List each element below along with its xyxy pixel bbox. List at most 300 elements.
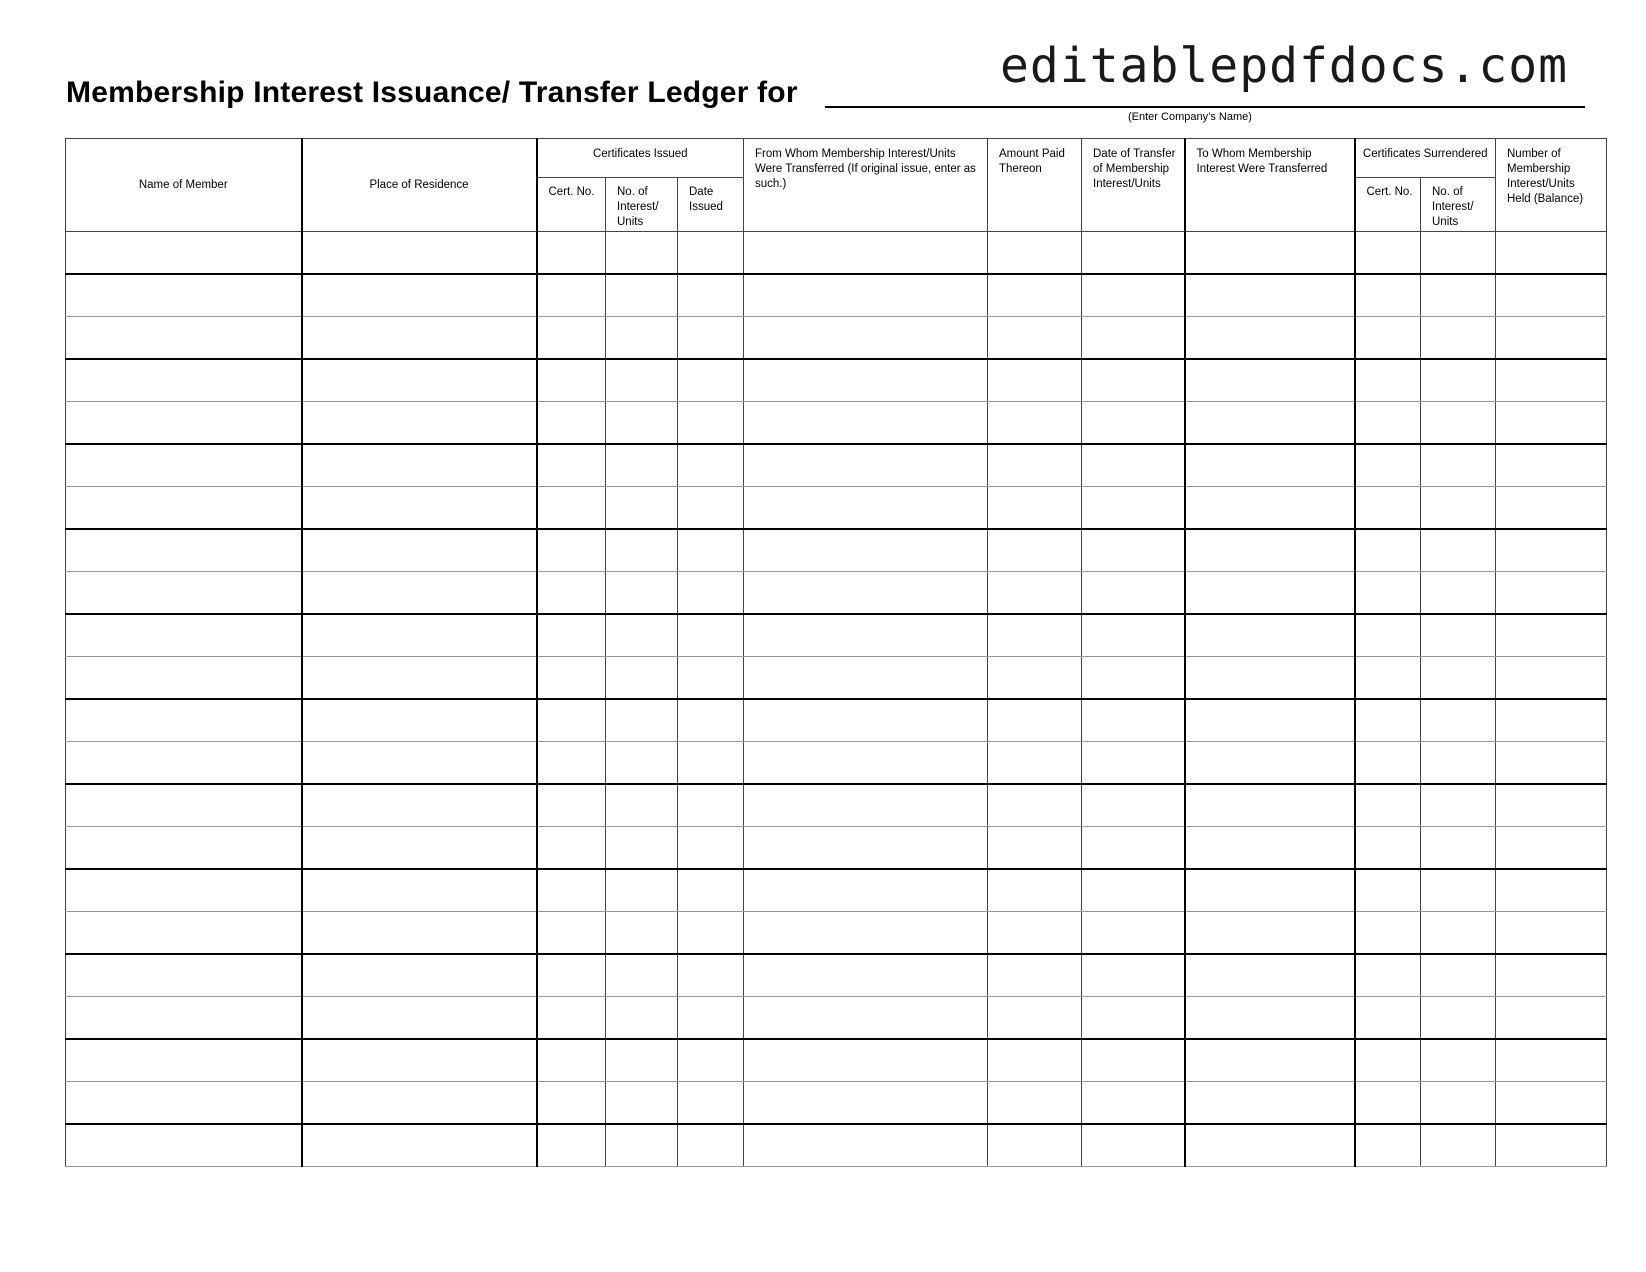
name-of-member-cell[interactable] xyxy=(66,487,302,530)
surrendered-cert-no-cell[interactable] xyxy=(1355,827,1421,870)
surrendered-no-of-interest-units-cell[interactable] xyxy=(1421,954,1496,997)
surrendered-no-of-interest-units-cell[interactable] xyxy=(1421,572,1496,615)
date-of-transfer-cell[interactable] xyxy=(1082,487,1185,530)
header-name-of-member: Name of Member xyxy=(66,139,302,232)
name-of-member-cell[interactable] xyxy=(66,614,302,657)
date-issued-cell[interactable] xyxy=(678,997,744,1040)
amount-paid-cell[interactable] xyxy=(988,274,1082,317)
name-of-member-cell[interactable] xyxy=(66,359,302,402)
surrendered-cert-no-cell[interactable] xyxy=(1355,274,1421,317)
cert-no-cell[interactable] xyxy=(537,742,606,785)
from-whom-cell[interactable] xyxy=(744,232,988,275)
from-whom-cell[interactable] xyxy=(744,699,988,742)
date-issued-cell[interactable] xyxy=(678,657,744,700)
table-row xyxy=(66,317,1607,360)
date-issued-cell[interactable] xyxy=(678,784,744,827)
date-issued-cell[interactable] xyxy=(678,274,744,317)
from-whom-cell[interactable] xyxy=(744,954,988,997)
date-issued-cell[interactable] xyxy=(678,1039,744,1082)
table-row xyxy=(66,784,1607,827)
no-of-interest-units-cell[interactable] xyxy=(606,1039,678,1082)
surrendered-no-of-interest-units-cell[interactable] xyxy=(1421,912,1496,955)
table-row xyxy=(66,912,1607,955)
date-of-transfer-cell[interactable] xyxy=(1082,742,1185,785)
to-whom-cell[interactable] xyxy=(1185,572,1355,615)
no-of-interest-units-cell[interactable] xyxy=(606,827,678,870)
to-whom-cell[interactable] xyxy=(1185,869,1355,912)
to-whom-cell[interactable] xyxy=(1185,1039,1355,1082)
surrendered-cert-no-cell[interactable] xyxy=(1355,1082,1421,1125)
surrendered-no-of-interest-units-cell[interactable] xyxy=(1421,232,1496,275)
date-of-transfer-cell[interactable] xyxy=(1082,444,1185,487)
date-issued-cell[interactable] xyxy=(678,402,744,445)
no-of-interest-units-cell[interactable] xyxy=(606,614,678,657)
balance-cell[interactable] xyxy=(1496,317,1607,360)
to-whom-cell[interactable] xyxy=(1185,954,1355,997)
place-of-residence-cell[interactable] xyxy=(302,827,537,870)
surrendered-cert-no-cell[interactable] xyxy=(1355,784,1421,827)
place-of-residence-cell[interactable] xyxy=(302,572,537,615)
to-whom-cell[interactable] xyxy=(1185,274,1355,317)
no-of-interest-units-cell[interactable] xyxy=(606,402,678,445)
amount-paid-cell[interactable] xyxy=(988,232,1082,275)
no-of-interest-units-cell[interactable] xyxy=(606,657,678,700)
date-of-transfer-cell[interactable] xyxy=(1082,954,1185,997)
place-of-residence-cell[interactable] xyxy=(302,784,537,827)
no-of-interest-units-cell[interactable] xyxy=(606,317,678,360)
surrendered-cert-no-cell[interactable] xyxy=(1355,402,1421,445)
balance-cell[interactable] xyxy=(1496,359,1607,402)
name-of-member-cell[interactable] xyxy=(66,784,302,827)
from-whom-cell[interactable] xyxy=(744,912,988,955)
surrendered-no-of-interest-units-cell[interactable] xyxy=(1421,699,1496,742)
date-of-transfer-cell[interactable] xyxy=(1082,572,1185,615)
table-row xyxy=(66,487,1607,530)
no-of-interest-units-cell[interactable] xyxy=(606,742,678,785)
surrendered-no-of-interest-units-cell[interactable] xyxy=(1421,402,1496,445)
surrendered-no-of-interest-units-cell[interactable] xyxy=(1421,827,1496,870)
name-of-member-cell[interactable] xyxy=(66,657,302,700)
date-of-transfer-cell[interactable] xyxy=(1082,359,1185,402)
name-of-member-cell[interactable] xyxy=(66,869,302,912)
to-whom-cell[interactable] xyxy=(1185,997,1355,1040)
surrendered-cert-no-cell[interactable] xyxy=(1355,572,1421,615)
date-issued-cell[interactable] xyxy=(678,487,744,530)
from-whom-cell[interactable] xyxy=(744,444,988,487)
no-of-interest-units-cell[interactable] xyxy=(606,529,678,572)
date-issued-cell[interactable] xyxy=(678,1124,744,1167)
table-row xyxy=(66,657,1607,700)
name-of-member-cell[interactable] xyxy=(66,997,302,1040)
cert-no-cell[interactable] xyxy=(537,1124,606,1167)
date-issued-cell[interactable] xyxy=(678,1082,744,1125)
table-row xyxy=(66,444,1607,487)
date-issued-cell[interactable] xyxy=(678,742,744,785)
surrendered-no-of-interest-units-cell[interactable] xyxy=(1421,444,1496,487)
date-of-transfer-cell[interactable] xyxy=(1082,827,1185,870)
from-whom-cell[interactable] xyxy=(744,572,988,615)
balance-cell[interactable] xyxy=(1496,912,1607,955)
no-of-interest-units-cell[interactable] xyxy=(606,572,678,615)
balance-cell[interactable] xyxy=(1496,529,1607,572)
surrendered-cert-no-cell[interactable] xyxy=(1355,1039,1421,1082)
date-of-transfer-cell[interactable] xyxy=(1082,317,1185,360)
surrendered-no-of-interest-units-cell[interactable] xyxy=(1421,359,1496,402)
no-of-interest-units-cell[interactable] xyxy=(606,912,678,955)
no-of-interest-units-cell[interactable] xyxy=(606,997,678,1040)
surrendered-no-of-interest-units-cell[interactable] xyxy=(1421,1039,1496,1082)
balance-cell[interactable] xyxy=(1496,657,1607,700)
from-whom-cell[interactable] xyxy=(744,402,988,445)
place-of-residence-cell[interactable] xyxy=(302,232,537,275)
balance-cell[interactable] xyxy=(1496,402,1607,445)
amount-paid-cell[interactable] xyxy=(988,572,1082,615)
balance-cell[interactable] xyxy=(1496,1082,1607,1125)
cert-no-cell[interactable] xyxy=(537,784,606,827)
date-issued-cell[interactable] xyxy=(678,232,744,275)
surrendered-cert-no-cell[interactable] xyxy=(1355,1124,1421,1167)
cert-no-cell[interactable] xyxy=(537,444,606,487)
from-whom-cell[interactable] xyxy=(744,614,988,657)
date-issued-cell[interactable] xyxy=(678,359,744,402)
table-row xyxy=(66,827,1607,870)
cert-no-cell[interactable] xyxy=(537,997,606,1040)
date-of-transfer-cell[interactable] xyxy=(1082,232,1185,275)
name-of-member-cell[interactable] xyxy=(66,572,302,615)
amount-paid-cell[interactable] xyxy=(988,997,1082,1040)
amount-paid-cell[interactable] xyxy=(988,1039,1082,1082)
to-whom-cell[interactable] xyxy=(1185,1124,1355,1167)
surrendered-cert-no-cell[interactable] xyxy=(1355,359,1421,402)
balance-cell[interactable] xyxy=(1496,954,1607,997)
surrendered-cert-no-cell[interactable] xyxy=(1355,912,1421,955)
surrendered-no-of-interest-units-cell[interactable] xyxy=(1421,657,1496,700)
surrendered-no-of-interest-units-cell[interactable] xyxy=(1421,529,1496,572)
no-of-interest-units-cell[interactable] xyxy=(606,359,678,402)
header-date-issued: Date Issued xyxy=(678,178,744,232)
to-whom-cell[interactable] xyxy=(1185,232,1355,275)
balance-cell[interactable] xyxy=(1496,784,1607,827)
date-of-transfer-cell[interactable] xyxy=(1082,1039,1185,1082)
header-certificates-issued: Certificates Issued xyxy=(537,139,744,178)
surrendered-cert-no-cell[interactable] xyxy=(1355,699,1421,742)
amount-paid-cell[interactable] xyxy=(988,699,1082,742)
amount-paid-cell[interactable] xyxy=(988,529,1082,572)
place-of-residence-cell[interactable] xyxy=(302,1039,537,1082)
cert-no-cell[interactable] xyxy=(537,827,606,870)
no-of-interest-units-cell[interactable] xyxy=(606,487,678,530)
balance-cell[interactable] xyxy=(1496,274,1607,317)
cert-no-cell[interactable] xyxy=(537,402,606,445)
cert-no-cell[interactable] xyxy=(537,869,606,912)
cert-no-cell[interactable] xyxy=(537,232,606,275)
cert-no-cell[interactable] xyxy=(537,657,606,700)
header-to-whom: To Whom Membership Interest Were Transferred xyxy=(1185,139,1355,232)
cert-no-cell[interactable] xyxy=(537,572,606,615)
place-of-residence-cell[interactable] xyxy=(302,402,537,445)
date-issued-cell[interactable] xyxy=(678,827,744,870)
amount-paid-cell[interactable] xyxy=(988,912,1082,955)
name-of-member-cell[interactable] xyxy=(66,444,302,487)
date-of-transfer-cell[interactable] xyxy=(1082,657,1185,700)
surrendered-cert-no-cell[interactable] xyxy=(1355,614,1421,657)
to-whom-cell[interactable] xyxy=(1185,402,1355,445)
surrendered-no-of-interest-units-cell[interactable] xyxy=(1421,317,1496,360)
cert-no-cell[interactable] xyxy=(537,317,606,360)
surrendered-cert-no-cell[interactable] xyxy=(1355,487,1421,530)
table-row xyxy=(66,1039,1607,1082)
surrendered-cert-no-cell[interactable] xyxy=(1355,232,1421,275)
to-whom-cell[interactable] xyxy=(1185,784,1355,827)
place-of-residence-cell[interactable] xyxy=(302,487,537,530)
amount-paid-cell[interactable] xyxy=(988,1082,1082,1125)
header-date-of-transfer: Date of Transfer of Membership Interest/Units xyxy=(1082,139,1185,232)
date-of-transfer-cell[interactable] xyxy=(1082,529,1185,572)
date-of-transfer-cell[interactable] xyxy=(1082,402,1185,445)
to-whom-cell[interactable] xyxy=(1185,827,1355,870)
date-issued-cell[interactable] xyxy=(678,869,744,912)
date-issued-cell[interactable] xyxy=(678,614,744,657)
amount-paid-cell[interactable] xyxy=(988,359,1082,402)
page-title: Membership Interest Issuance/ Transfer Ledger for xyxy=(66,76,798,109)
from-whom-cell[interactable] xyxy=(744,827,988,870)
ledger-body xyxy=(66,232,1607,1167)
date-of-transfer-cell[interactable] xyxy=(1082,997,1185,1040)
balance-cell[interactable] xyxy=(1496,1039,1607,1082)
balance-cell[interactable] xyxy=(1496,444,1607,487)
amount-paid-cell[interactable] xyxy=(988,869,1082,912)
no-of-interest-units-cell[interactable] xyxy=(606,869,678,912)
table-row xyxy=(66,869,1607,912)
header-no-of-interest-units: No. of Interest/ Units xyxy=(606,178,678,232)
date-of-transfer-cell[interactable] xyxy=(1082,784,1185,827)
to-whom-cell[interactable] xyxy=(1185,487,1355,530)
amount-paid-cell[interactable] xyxy=(988,402,1082,445)
amount-paid-cell[interactable] xyxy=(988,742,1082,785)
amount-paid-cell[interactable] xyxy=(988,657,1082,700)
date-issued-cell[interactable] xyxy=(678,912,744,955)
to-whom-cell[interactable] xyxy=(1185,699,1355,742)
name-of-member-cell[interactable] xyxy=(66,317,302,360)
surrendered-no-of-interest-units-cell[interactable] xyxy=(1421,869,1496,912)
company-name-field[interactable] xyxy=(825,106,1585,108)
to-whom-cell[interactable] xyxy=(1185,317,1355,360)
place-of-residence-cell[interactable] xyxy=(302,444,537,487)
date-of-transfer-cell[interactable] xyxy=(1082,1124,1185,1167)
no-of-interest-units-cell[interactable] xyxy=(606,784,678,827)
table-row xyxy=(66,572,1607,615)
date-issued-cell[interactable] xyxy=(678,317,744,360)
date-issued-cell[interactable] xyxy=(678,444,744,487)
to-whom-cell[interactable] xyxy=(1185,657,1355,700)
place-of-residence-cell[interactable] xyxy=(302,274,537,317)
balance-cell[interactable] xyxy=(1496,232,1607,275)
surrendered-no-of-interest-units-cell[interactable] xyxy=(1421,487,1496,530)
from-whom-cell[interactable] xyxy=(744,1124,988,1167)
balance-cell[interactable] xyxy=(1496,997,1607,1040)
surrendered-cert-no-cell[interactable] xyxy=(1355,954,1421,997)
from-whom-cell[interactable] xyxy=(744,657,988,700)
surrendered-cert-no-cell[interactable] xyxy=(1355,317,1421,360)
from-whom-cell[interactable] xyxy=(744,529,988,572)
date-issued-cell[interactable] xyxy=(678,699,744,742)
to-whom-cell[interactable] xyxy=(1185,912,1355,955)
no-of-interest-units-cell[interactable] xyxy=(606,444,678,487)
watermark: editablepdfdocs.com xyxy=(1000,38,1569,94)
date-of-transfer-cell[interactable] xyxy=(1082,1082,1185,1125)
from-whom-cell[interactable] xyxy=(744,869,988,912)
header-from-whom: From Whom Membership Interest/Units Were Transferred (If original issue, enter as such.) xyxy=(744,139,988,232)
from-whom-cell[interactable] xyxy=(744,1082,988,1125)
name-of-member-cell[interactable] xyxy=(66,954,302,997)
to-whom-cell[interactable] xyxy=(1185,529,1355,572)
name-of-member-cell[interactable] xyxy=(66,699,302,742)
cert-no-cell[interactable] xyxy=(537,529,606,572)
to-whom-cell[interactable] xyxy=(1185,742,1355,785)
date-of-transfer-cell[interactable] xyxy=(1082,614,1185,657)
name-of-member-cell[interactable] xyxy=(66,402,302,445)
surrendered-no-of-interest-units-cell[interactable] xyxy=(1421,1124,1496,1167)
from-whom-cell[interactable] xyxy=(744,784,988,827)
date-of-transfer-cell[interactable] xyxy=(1082,869,1185,912)
header-amount-paid: Amount Paid Thereon xyxy=(988,139,1082,232)
from-whom-cell[interactable] xyxy=(744,997,988,1040)
name-of-member-cell[interactable] xyxy=(66,274,302,317)
table-row xyxy=(66,954,1607,997)
place-of-residence-cell[interactable] xyxy=(302,657,537,700)
amount-paid-cell[interactable] xyxy=(988,1124,1082,1167)
date-issued-cell[interactable] xyxy=(678,572,744,615)
name-of-member-cell[interactable] xyxy=(66,742,302,785)
amount-paid-cell[interactable] xyxy=(988,444,1082,487)
no-of-interest-units-cell[interactable] xyxy=(606,1124,678,1167)
name-of-member-cell[interactable] xyxy=(66,912,302,955)
ledger-table xyxy=(65,138,1607,1167)
balance-cell[interactable] xyxy=(1496,572,1607,615)
to-whom-cell[interactable] xyxy=(1185,1082,1355,1125)
cert-no-cell[interactable] xyxy=(537,954,606,997)
surrendered-no-of-interest-units-cell[interactable] xyxy=(1421,1082,1496,1125)
name-of-member-cell[interactable] xyxy=(66,1039,302,1082)
balance-cell[interactable] xyxy=(1496,742,1607,785)
from-whom-cell[interactable] xyxy=(744,742,988,785)
balance-cell[interactable] xyxy=(1496,1124,1607,1167)
surrendered-no-of-interest-units-cell[interactable] xyxy=(1421,742,1496,785)
table-row xyxy=(66,274,1607,317)
table-row xyxy=(66,359,1607,402)
amount-paid-cell[interactable] xyxy=(988,827,1082,870)
surrendered-cert-no-cell[interactable] xyxy=(1355,742,1421,785)
no-of-interest-units-cell[interactable] xyxy=(606,699,678,742)
date-issued-cell[interactable] xyxy=(678,954,744,997)
cert-no-cell[interactable] xyxy=(537,912,606,955)
balance-cell[interactable] xyxy=(1496,869,1607,912)
date-of-transfer-cell[interactable] xyxy=(1082,912,1185,955)
header-cert-no: Cert. No. xyxy=(537,178,606,232)
header-surrendered-no-of-interest-units: No. of Interest/ Units xyxy=(1421,178,1496,232)
surrendered-cert-no-cell[interactable] xyxy=(1355,657,1421,700)
from-whom-cell[interactable] xyxy=(744,274,988,317)
amount-paid-cell[interactable] xyxy=(988,487,1082,530)
amount-paid-cell[interactable] xyxy=(988,614,1082,657)
surrendered-cert-no-cell[interactable] xyxy=(1355,997,1421,1040)
table-row xyxy=(66,1124,1607,1167)
surrendered-no-of-interest-units-cell[interactable] xyxy=(1421,614,1496,657)
amount-paid-cell[interactable] xyxy=(988,784,1082,827)
no-of-interest-units-cell[interactable] xyxy=(606,274,678,317)
amount-paid-cell[interactable] xyxy=(988,317,1082,360)
place-of-residence-cell[interactable] xyxy=(302,699,537,742)
date-issued-cell[interactable] xyxy=(678,529,744,572)
surrendered-cert-no-cell[interactable] xyxy=(1355,529,1421,572)
cert-no-cell[interactable] xyxy=(537,1082,606,1125)
table-row xyxy=(66,699,1607,742)
place-of-residence-cell[interactable] xyxy=(302,869,537,912)
amount-paid-cell[interactable] xyxy=(988,954,1082,997)
place-of-residence-cell[interactable] xyxy=(302,359,537,402)
surrendered-cert-no-cell[interactable] xyxy=(1355,869,1421,912)
from-whom-cell[interactable] xyxy=(744,1039,988,1082)
surrendered-cert-no-cell[interactable] xyxy=(1355,444,1421,487)
place-of-residence-cell[interactable] xyxy=(302,912,537,955)
table-row xyxy=(66,742,1607,785)
header-place-of-residence: Place of Residence xyxy=(302,139,537,232)
place-of-residence-cell[interactable] xyxy=(302,317,537,360)
balance-cell[interactable] xyxy=(1496,487,1607,530)
cert-no-cell[interactable] xyxy=(537,359,606,402)
place-of-residence-cell[interactable] xyxy=(302,529,537,572)
name-of-member-cell[interactable] xyxy=(66,1124,302,1167)
table-row xyxy=(66,232,1607,275)
balance-cell[interactable] xyxy=(1496,699,1607,742)
header-balance: Number of Membership Interest/Units Held (Balance) xyxy=(1496,139,1607,232)
no-of-interest-units-cell[interactable] xyxy=(606,1082,678,1125)
date-of-transfer-cell[interactable] xyxy=(1082,699,1185,742)
no-of-interest-units-cell[interactable] xyxy=(606,954,678,997)
name-of-member-cell[interactable] xyxy=(66,827,302,870)
to-whom-cell[interactable] xyxy=(1185,614,1355,657)
surrendered-no-of-interest-units-cell[interactable] xyxy=(1421,274,1496,317)
cert-no-cell[interactable] xyxy=(537,1039,606,1082)
cert-no-cell[interactable] xyxy=(537,487,606,530)
place-of-residence-cell[interactable] xyxy=(302,742,537,785)
place-of-residence-cell[interactable] xyxy=(302,954,537,997)
date-of-transfer-cell[interactable] xyxy=(1082,274,1185,317)
table-row xyxy=(66,529,1607,572)
place-of-residence-cell[interactable] xyxy=(302,1124,537,1167)
cert-no-cell[interactable] xyxy=(537,614,606,657)
surrendered-no-of-interest-units-cell[interactable] xyxy=(1421,784,1496,827)
from-whom-cell[interactable] xyxy=(744,487,988,530)
cert-no-cell[interactable] xyxy=(537,274,606,317)
to-whom-cell[interactable] xyxy=(1185,444,1355,487)
balance-cell[interactable] xyxy=(1496,827,1607,870)
name-of-member-cell[interactable] xyxy=(66,529,302,572)
balance-cell[interactable] xyxy=(1496,614,1607,657)
from-whom-cell[interactable] xyxy=(744,359,988,402)
place-of-residence-cell[interactable] xyxy=(302,614,537,657)
name-of-member-cell[interactable] xyxy=(66,1082,302,1125)
surrendered-no-of-interest-units-cell[interactable] xyxy=(1421,997,1496,1040)
to-whom-cell[interactable] xyxy=(1185,359,1355,402)
from-whom-cell[interactable] xyxy=(744,317,988,360)
cert-no-cell[interactable] xyxy=(537,699,606,742)
name-of-member-cell[interactable] xyxy=(66,232,302,275)
header-surrendered-cert-no: Cert. No. xyxy=(1355,178,1421,232)
place-of-residence-cell[interactable] xyxy=(302,997,537,1040)
no-of-interest-units-cell[interactable] xyxy=(606,232,678,275)
place-of-residence-cell[interactable] xyxy=(302,1082,537,1125)
